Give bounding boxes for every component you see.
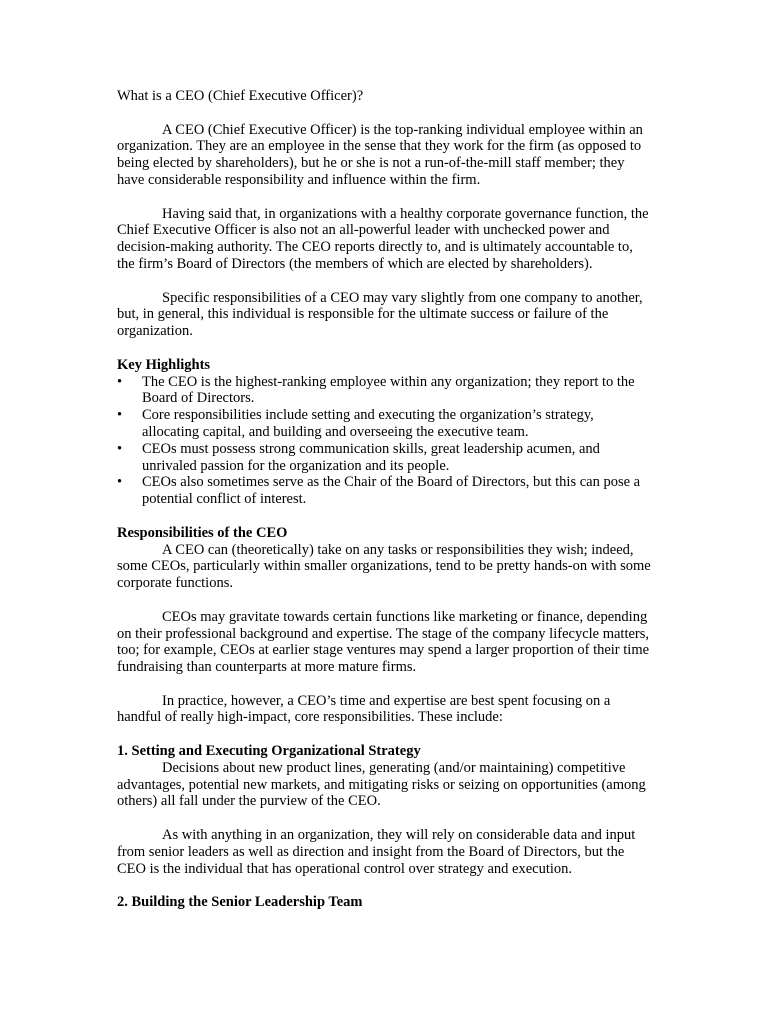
key-highlights-list: [117, 374, 653, 508]
bullet-icon: •: [117, 407, 123, 424]
bullet-icon: •: [117, 440, 123, 457]
section-1-paragraph-2: As with anything in an organization, they will rely on considerable data and input from senior leaders as well as direction and insight from the Board of Directors, but the CEO is the individual that has operational control over strategy and execution.: [117, 827, 636, 877]
list-item-text: Core responsibilities include setting and executing the organization’s strategy, allocating capital, and building and overseeing the executive team.: [142, 407, 594, 440]
responsibilities-paragraph-1: A CEO can (theoretically) take on any tasks or responsibilities they wish; indeed, some CEOs, particularly within smaller organizations, tend to be pretty hands-on with some corporate functions.: [117, 541, 651, 592]
intro-paragraph-3: Specific responsibilities of a CEO may vary slightly from one company to another, but, in general, this individual is responsible for the ultimate success or failure of the organization.: [117, 289, 643, 340]
document-title: What is a CEO (Chief Executive Officer)?: [117, 88, 364, 104]
list-item: [117, 441, 653, 475]
list-item: [117, 474, 653, 508]
section-1-heading: 1. Setting and Executing Organizational Strategy: [117, 743, 421, 760]
responsibilities-paragraph-2: CEOs may gravitate towards certain functions like marketing or finance, depending on their professional background and expertise. The stage of the company lifecycle matters, too; for example, CEOs at earlier stage ventures may spend a larger proportion of their time fundraising than counterparts at more mature firms.: [117, 608, 650, 676]
intro-paragraph-1: A CEO (Chief Executive Officer) is the top-ranking individual employee within an organization. They are an employee in the sense that they work for the firm (as opposed to being elected by shareholders), but he or she is not a run-of-the-mill staff member; they have considerable responsibility and influence within the firm.: [117, 121, 643, 188]
list-item-text: CEOs must possess strong communication skills, great leadership acumen, and unrivaled passion for the organization and its people.: [142, 440, 600, 474]
list-item: [117, 407, 653, 441]
bullet-icon: •: [117, 474, 123, 491]
responsibilities-paragraph-3: In practice, however, a CEO’s time and expertise are best spent focusing on a handful of really high-impact, core responsibilities. These include:: [117, 692, 611, 726]
section-2-heading: 2. Building the Senior Leadership Team: [117, 894, 363, 911]
list-item-text: The CEO is the highest-ranking employee within any organization; they report to the Board of Directors.: [142, 373, 635, 407]
document-body: [117, 88, 653, 911]
key-highlights-heading: Key Highlights: [117, 356, 211, 373]
list-item-text: CEOs also sometimes serve as the Chair of the Board of Directors, but this can pose a potential conflict of interest.: [142, 474, 641, 508]
bullet-icon: •: [117, 373, 123, 390]
responsibilities-heading: Responsibilities of the CEO: [117, 524, 288, 541]
list-item: [117, 374, 653, 408]
section-1-paragraph-1: Decisions about new product lines, generating (and/or maintaining) competitive advantages, potential new markets, and mitigating risks or seizing on opportunities (among others) all fall under the purview of the CEO.: [117, 759, 646, 810]
intro-paragraph-2: Having said that, in organizations with a healthy corporate governance function, the Chief Executive Officer is also not an all-powerful leader with unchecked power and decision-making authority. The CEO reports directly to, and is ultimately accountable to, the firm’s Board of Directors (the members of which are elected by shareholders).: [117, 205, 649, 272]
